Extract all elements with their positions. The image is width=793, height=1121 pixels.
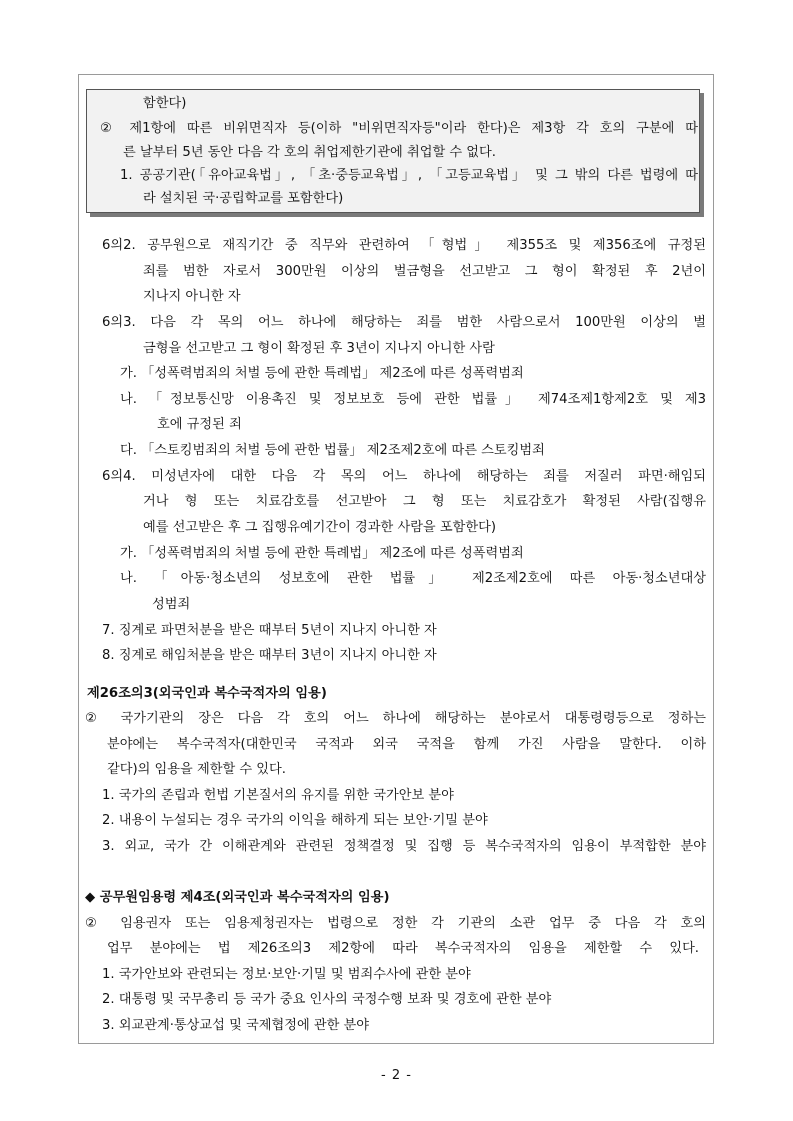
- article26-line: 같다)의 임용을 제한할 수 있다.: [107, 762, 286, 777]
- item-6-4-line: 나. 「아동·청소년의 성보호에 관한 법률」 제2조제2호에 따른 아동·청소년대상: [120, 571, 706, 586]
- item-8: 8. 징계로 해임처분을 받은 때부터 3년이 지나지 아니한 자: [102, 648, 437, 663]
- item-6-4-line: 성범죄: [152, 597, 191, 612]
- article26-line: ② 국가기관의 장은 다음 각 호의 어느 하나에 해당하는 분야로서 대통령령등으로 정하는: [85, 711, 706, 726]
- item-6-3-line: 나. 「정보통신망 이용촉진 및 정보보호 등에 관한 법률」 제74조제1항제2호 및 제3: [120, 392, 706, 407]
- article26-line: 2. 내용이 누설되는 경우 국가의 이익을 해하게 되는 보안·기밀 분야: [102, 813, 488, 828]
- item-6-2-line: 죄를 범한 자로서 300만원 이상의 벌금형을 선고받고 그 형이 확정된 후 2년이: [143, 264, 706, 279]
- article26-line: 1. 국가의 존립과 헌법 기본질서의 유지를 위한 국가안보 분야: [102, 788, 454, 803]
- article26-heading: 제26조의3(외국인과 복수국적자의 임용): [87, 686, 327, 701]
- item-6-3-line: 가. 「성폭력범죄의 처벌 등에 관한 특례법」 제2조에 따른 성폭력범죄: [120, 366, 524, 381]
- article26-line: 3. 외교, 국가 간 이해관계와 관련된 정책결정 및 집행 등 복수국적자의 임용이 부적합한 분야: [102, 839, 706, 854]
- quote-line: 른 날부터 5년 동안 다음 각 호의 취업제한기관에 취업할 수 없다.: [123, 145, 496, 160]
- item-6-3-line: 6의3. 다음 각 목의 어느 하나에 해당하는 죄를 범한 사람으로서 100만원 이상의 벌: [102, 315, 706, 330]
- item-6-3-line: 호에 규정된 죄: [157, 417, 242, 432]
- page-number: - 2 -: [381, 1068, 412, 1083]
- article26-line: 분야에는 복수국적자(대한민국 국적과 외국 국적을 함께 가진 사람을 말한다. 이하: [107, 737, 706, 752]
- item-6-4-line: 거나 형 또는 치료감호를 선고받아 그 형 또는 치료감호가 확정된 사람(집행유: [143, 494, 706, 509]
- item-6-2-line: 지나지 아니한 자: [143, 289, 241, 304]
- decree-line: 업무 분야에는 법 제26조의3 제2항에 따라 복수국적자의 임용을 제한할 수 있다.: [107, 941, 699, 956]
- item-7: 7. 징계로 파면처분을 받은 때부터 5년이 지나지 아니한 자: [102, 623, 437, 638]
- item-6-3-line: 다. 「스토킹범죄의 처벌 등에 관한 법률」 제2조제2호에 따른 스토킹범죄: [120, 443, 545, 458]
- quote-line: 라 설치된 국·공립학교를 포함한다): [143, 191, 344, 206]
- quote-line: 1. 공공기관(「유아교육법」, 「초·중등교육법」, 「고등교육법」 및 그 밖의 다른 법령에 따: [120, 168, 698, 183]
- item-6-4-line: 예를 선고받은 후 그 집행유예기간이 경과한 사람을 포함한다): [143, 520, 496, 535]
- decree-line: 1. 국가안보와 관련되는 정보·보안·기밀 및 범죄수사에 관한 분야: [102, 967, 471, 982]
- item-6-4-line: 가. 「성폭력범죄의 처벌 등에 관한 특례법」 제2조에 따른 성폭력범죄: [120, 546, 524, 561]
- item-6-3-line: 금형을 선고받고 그 형이 확정된 후 3년이 지나지 아니한 사람: [143, 341, 495, 356]
- decree-line: 2. 대통령 및 국무총리 등 국가 중요 인사의 국정수행 보좌 및 경호에 관한 분야: [102, 992, 552, 1007]
- quote-line: 함한다): [143, 96, 187, 111]
- quote-line: ② 제1항에 따른 비위면직자 등(이하 "비위면직자등"이라 한다)은 제3항 각 호의 구분에 따: [100, 121, 698, 136]
- decree-heading: ◆ 공무원임용령 제4조(외국인과 복수국적자의 임용): [85, 890, 390, 905]
- decree-line: ② 임용권자 또는 임용제청권자는 법령으로 정한 각 기관의 소관 업무 중 다음 각 호의: [85, 916, 706, 931]
- item-6-2-line: 6의2. 공무원으로 재직기간 중 직무와 관련하여 「형법」 제355조 및 제356조에 규정된: [102, 238, 706, 253]
- decree-line: 3. 외교관계·통상교섭 및 국제협정에 관한 분야: [102, 1018, 370, 1033]
- item-6-4-line: 6의4. 미성년자에 대한 다음 각 목의 어느 하나에 해당하는 죄를 저질러 파면·해임되: [102, 469, 706, 484]
